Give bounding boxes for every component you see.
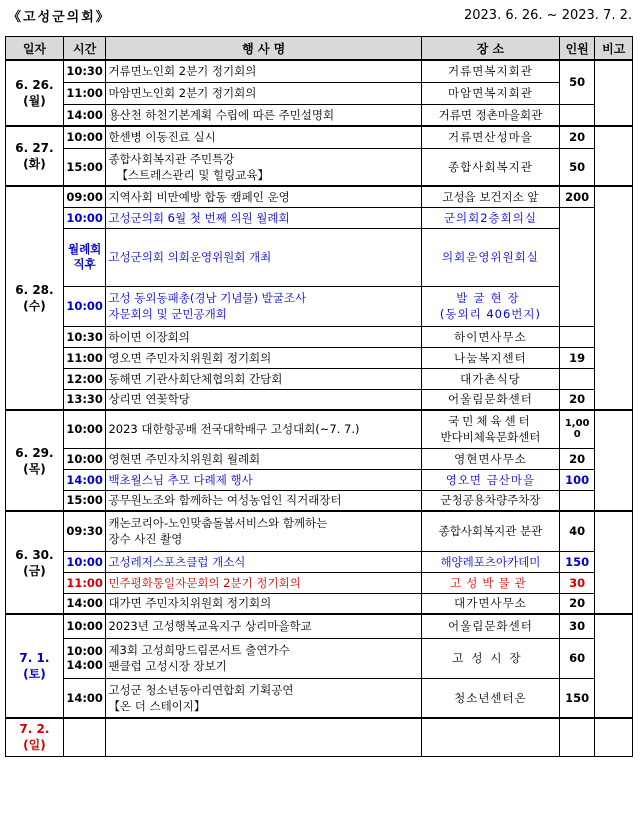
table-row: [6, 572, 633, 593]
col-place-header: 장 소: [421, 37, 559, 61]
count-cell: 30: [559, 614, 595, 638]
table-row: [6, 389, 633, 410]
time-cell: 10:00: [63, 551, 106, 572]
time-cell: 10:00: [63, 614, 106, 638]
count-cell: 20: [559, 448, 595, 469]
note-cell: [595, 614, 633, 718]
place-cell: 어울림문화센터: [421, 614, 559, 638]
time-cell: 10:30: [63, 326, 106, 347]
table-row: [6, 286, 633, 326]
date-cell: 7. 2. (일): [6, 718, 64, 756]
date-cell: 6. 30. (금): [6, 511, 64, 614]
table-row: [6, 410, 633, 448]
table-row: [6, 614, 633, 638]
table-row: [6, 148, 633, 186]
table-row: [6, 60, 633, 82]
event-cell: [106, 718, 422, 756]
count-cell: [559, 490, 595, 511]
col-note-header: 비고: [595, 37, 633, 61]
count-cell: 40: [559, 511, 595, 551]
count-cell: 20: [559, 593, 595, 614]
place-cell: 종합사회복지관: [421, 148, 559, 186]
table-row: [6, 126, 633, 148]
count-cell: [559, 104, 595, 126]
time-cell: 13:30: [63, 389, 106, 410]
table-header-row: [6, 37, 633, 61]
table-row: [6, 326, 633, 347]
event-cell: 종합사회복지관 주민특강 【스트레스관리 및 힐링교육】: [106, 148, 422, 186]
time-cell: 14:00: [63, 593, 106, 614]
time-cell: 09:00: [63, 186, 106, 207]
table-row: [6, 228, 633, 286]
time-cell: 10:00: [63, 286, 106, 326]
table-row: [6, 347, 633, 368]
event-cell: 마암면노인회 2분기 정기회의: [106, 82, 422, 104]
time-cell: 11:00: [63, 82, 106, 104]
time-cell: 11:00: [63, 572, 106, 593]
count-cell: 50: [559, 60, 595, 104]
table-row: [6, 678, 633, 718]
table-row: [6, 207, 633, 228]
place-cell: [421, 718, 559, 756]
table-row: [6, 469, 633, 490]
note-cell: [595, 718, 633, 756]
time-cell: 14:00: [63, 678, 106, 718]
place-cell: 나눔복지센터: [421, 347, 559, 368]
event-cell: 영오면 주민자치위원회 정기회의: [106, 347, 422, 368]
count-cell: 150: [559, 678, 595, 718]
place-cell: 종합사회복지관 분관: [421, 511, 559, 551]
table-row: [6, 186, 633, 207]
event-cell: 민주평화통일자문회의 2분기 정기회의: [106, 572, 422, 593]
event-cell: 2023년 고성행복교육지구 상리마을학교: [106, 614, 422, 638]
count-cell: [559, 326, 595, 347]
schedule-table: [5, 36, 633, 757]
time-cell: 월례회 직후: [63, 228, 106, 286]
place-cell: 거류면 정촌마을회관: [421, 104, 559, 126]
date-cell: 7. 1. (토): [6, 614, 64, 718]
time-cell: 11:00: [63, 347, 106, 368]
table-row: [6, 104, 633, 126]
place-cell: 마암면복지회관: [421, 82, 559, 104]
place-cell: 거류면복지회관: [421, 60, 559, 82]
event-cell: 대가면 주민자치위원회 정기회의: [106, 593, 422, 614]
time-cell: 10:30: [63, 60, 106, 82]
event-cell: 용산천 하천기본계획 수립에 따른 주민설명회: [106, 104, 422, 126]
time-cell: 09:30: [63, 511, 106, 551]
table-row: [6, 82, 633, 104]
council-title: 《고성군의회》: [8, 9, 111, 25]
table-row: [6, 718, 633, 756]
col-time-header: 시간: [63, 37, 106, 61]
table-row: [6, 593, 633, 614]
place-cell: 고성박물관: [421, 572, 559, 593]
time-cell: [63, 718, 106, 756]
event-cell: 고성군 청소년동아리연합회 기획공연 【온 더 스테이지】: [106, 678, 422, 718]
period-range: 2023. 6. 26. ~ 2023. 7. 2.: [463, 7, 632, 23]
note-cell: [595, 186, 633, 410]
place-cell: 고성시장: [421, 638, 559, 678]
place-cell: 군청공용차량주차장: [421, 490, 559, 511]
page-header: [8, 2, 632, 28]
time-cell: 10:00: [63, 126, 106, 148]
time-cell: 15:00: [63, 490, 106, 511]
count-cell: 60: [559, 638, 595, 678]
count-cell: 200: [559, 186, 595, 207]
time-cell: 14:00: [63, 469, 106, 490]
time-cell: 14:00: [63, 104, 106, 126]
table-row: [6, 511, 633, 551]
table-row: [6, 448, 633, 469]
count-cell: [559, 368, 595, 389]
place-cell: 어울림문화센터: [421, 389, 559, 410]
count-cell: 19: [559, 347, 595, 368]
col-count-header: 인원: [559, 37, 595, 61]
date-cell: 6. 28. (수): [6, 186, 64, 410]
count-cell: [559, 207, 595, 326]
time-cell: 10:00: [63, 448, 106, 469]
place-cell: 해양레포츠아카데미: [421, 551, 559, 572]
place-cell: 영현면사무소: [421, 448, 559, 469]
count-cell: 20: [559, 389, 595, 410]
event-cell: 캐논코리아-노인맞춤돌봄서비스와 함께하는 장수 사진 촬영: [106, 511, 422, 551]
event-cell: 한센병 이동진료 실시: [106, 126, 422, 148]
event-cell: 상리면 연꽃학당: [106, 389, 422, 410]
date-cell: 6. 27. (화): [6, 126, 64, 186]
event-cell: 2023 대한항공배 전국대학배구 고성대회(~7. 7.): [106, 410, 422, 448]
place-cell: 거류면산성마을: [421, 126, 559, 148]
event-cell: 동해면 기관사회단체협의회 간담회: [106, 368, 422, 389]
count-cell: [559, 718, 595, 756]
event-cell: 하이면 이장회의: [106, 326, 422, 347]
date-cell: 6. 29. (목): [6, 410, 64, 511]
place-cell: 고성읍 보건지소 앞: [421, 186, 559, 207]
count-cell: 100: [559, 469, 595, 490]
table-row: [6, 490, 633, 511]
time-cell: 12:00: [63, 368, 106, 389]
event-cell: 고성군의회 의회운영위원회 개최: [106, 228, 422, 286]
col-event-header: 행 사 명: [106, 37, 422, 61]
count-cell: 50: [559, 148, 595, 186]
place-cell: 대가촌식당: [421, 368, 559, 389]
event-cell: 제3회 고성희망드림콘서트 출연가수 팬클럽 고성시장 장보기: [106, 638, 422, 678]
count-cell: 150: [559, 551, 595, 572]
table-row: [6, 551, 633, 572]
time-cell: 15:00: [63, 148, 106, 186]
note-cell: [595, 126, 633, 186]
note-cell: [595, 511, 633, 614]
place-cell: 하이면사무소: [421, 326, 559, 347]
event-cell: 거류면노인회 2분기 정기회의: [106, 60, 422, 82]
event-cell: 고성군의회 6월 첫 번째 의원 월례회: [106, 207, 422, 228]
event-cell: 고성 동외동패총(경남 기념물) 발굴조사 자문회의 및 군민공개회: [106, 286, 422, 326]
place-cell: 청소년센터온: [421, 678, 559, 718]
count-cell: 1,000: [559, 410, 595, 448]
event-cell: 백초월스님 추모 다례제 행사: [106, 469, 422, 490]
time-cell: 10:00: [63, 207, 106, 228]
place-cell: 국민체육센터 반다비체육문화센터: [421, 410, 559, 448]
place-cell: 의회운영위원회실: [421, 228, 559, 286]
count-cell: 30: [559, 572, 595, 593]
event-cell: 고성레저스포츠클럽 개소식: [106, 551, 422, 572]
table-row: [6, 368, 633, 389]
place-cell: 군의회2층회의실: [421, 207, 559, 228]
event-cell: 지역사회 비만예방 합동 캠페인 운영: [106, 186, 422, 207]
col-date-header: 일자: [6, 37, 64, 61]
count-cell: 20: [559, 126, 595, 148]
event-cell: 영현면 주민자치위원회 월례회: [106, 448, 422, 469]
place-cell: 발굴현장 (동외리 406번지): [421, 286, 559, 326]
place-cell: 영오면 금산마을: [421, 469, 559, 490]
event-cell: 공무원노조와 함께하는 여성농업인 직거래장터: [106, 490, 422, 511]
note-cell: [595, 60, 633, 126]
note-cell: [595, 410, 633, 511]
date-cell: 6. 26. (월): [6, 60, 64, 126]
place-cell: 대가면사무소: [421, 593, 559, 614]
time-cell: 10:00 14:00: [63, 638, 106, 678]
time-cell: 10:00: [63, 410, 106, 448]
table-row: [6, 638, 633, 678]
